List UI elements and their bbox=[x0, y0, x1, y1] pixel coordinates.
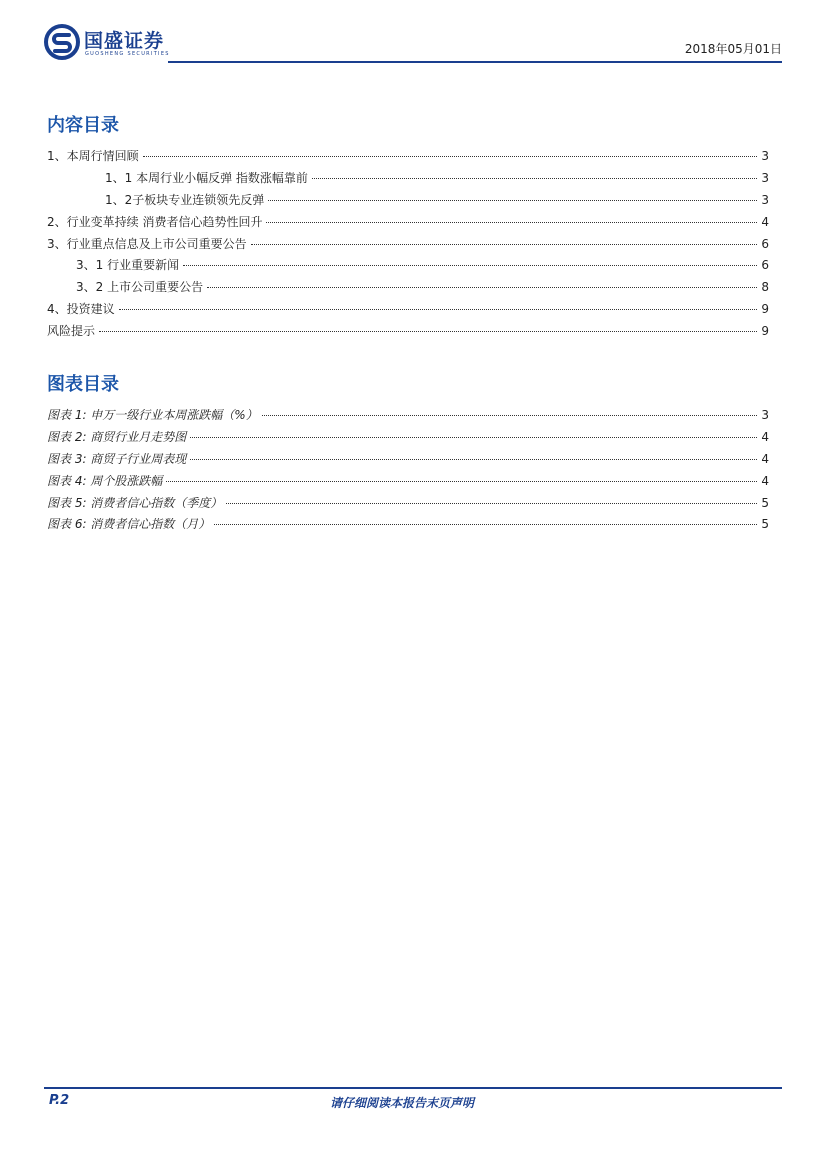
toc-entry-page: 9 bbox=[761, 302, 769, 317]
toc-entry-label: 3、1 行业重要新闻 bbox=[76, 258, 180, 273]
figures-title: 图表目录 bbox=[47, 374, 119, 395]
leader-dots bbox=[99, 331, 757, 332]
leader-dots bbox=[183, 265, 757, 266]
toc-entry[interactable] bbox=[47, 146, 769, 168]
toc-entry-label: 1、2子板块专业连锁领先反弹 bbox=[105, 192, 265, 207]
leader-dots bbox=[266, 222, 757, 223]
company-name: 国盛证券 bbox=[84, 30, 165, 52]
toc-entry-page: 6 bbox=[761, 258, 769, 273]
table-of-contents bbox=[47, 146, 769, 343]
figure-entry-page: 5 bbox=[761, 517, 769, 532]
toc-entry[interactable] bbox=[47, 190, 769, 212]
leader-dots bbox=[262, 415, 758, 416]
footer-disclaimer: 请仔细阅读本报告末页声明 bbox=[330, 1096, 475, 1110]
toc-entry-page: 4 bbox=[761, 214, 769, 229]
toc-entry[interactable] bbox=[47, 299, 769, 321]
footer-divider bbox=[44, 1087, 782, 1089]
leader-dots bbox=[190, 437, 757, 438]
header-divider bbox=[168, 61, 782, 63]
leader-dots bbox=[119, 309, 758, 310]
toc-entry[interactable] bbox=[47, 234, 769, 256]
toc-entry[interactable] bbox=[47, 277, 769, 299]
page-number: P.2 bbox=[49, 1093, 70, 1108]
toc-entry[interactable] bbox=[47, 255, 769, 277]
toc-entry-page: 8 bbox=[761, 280, 769, 295]
company-name-en: GUOSHENG SECURITIES bbox=[85, 51, 170, 57]
figure-entry-page: 4 bbox=[761, 451, 769, 466]
figure-entry-label: 图表 4: 周个股涨跌幅 bbox=[47, 473, 163, 488]
figure-entry-label: 图表 3: 商贸子行业周表现 bbox=[47, 451, 187, 466]
toc-entry-label: 1、1 本周行业小幅反弹 指数涨幅靠前 bbox=[105, 170, 308, 185]
list-of-figures bbox=[47, 405, 769, 536]
toc-entry-label: 2、行业变革持续 消费者信心趋势性回升 bbox=[47, 214, 263, 229]
toc-entry-label: 4、投资建议 bbox=[47, 302, 115, 317]
report-date: 2018年05月01日 bbox=[684, 42, 782, 56]
figure-entry-label: 图表 6: 消费者信心指数（月） bbox=[47, 517, 211, 532]
figure-entry-page: 4 bbox=[761, 429, 769, 444]
figure-entry-label: 图表 2: 商贸行业月走势图 bbox=[47, 429, 187, 444]
figure-entry-page: 4 bbox=[761, 473, 769, 488]
toc-entry-page: 3 bbox=[761, 170, 769, 185]
toc-entry-label: 1、本周行情回顾 bbox=[47, 149, 139, 163]
leader-dots bbox=[190, 459, 757, 460]
figure-entry-page: 3 bbox=[761, 408, 769, 422]
leader-dots bbox=[207, 287, 757, 288]
toc-entry-page: 6 bbox=[761, 236, 769, 251]
toc-entry-label: 风险提示 bbox=[47, 324, 96, 339]
toc-entry[interactable] bbox=[47, 321, 769, 343]
toc-title: 内容目录 bbox=[47, 115, 119, 136]
leader-dots bbox=[268, 200, 757, 201]
toc-entry-page: 3 bbox=[761, 192, 769, 207]
toc-entry-label: 3、行业重点信息及上市公司重要公告 bbox=[47, 236, 247, 251]
leader-dots bbox=[166, 481, 757, 482]
leader-dots bbox=[312, 178, 757, 179]
figure-entry-page: 5 bbox=[761, 495, 769, 510]
leader-dots bbox=[143, 156, 758, 157]
toc-entry[interactable] bbox=[47, 168, 769, 190]
figure-entry-label: 图表 5: 消费者信心指数（季度） bbox=[47, 495, 223, 510]
figure-entry[interactable] bbox=[47, 449, 769, 471]
figure-entry[interactable] bbox=[47, 493, 769, 515]
page-header bbox=[44, 22, 782, 62]
leader-dots bbox=[251, 244, 758, 245]
toc-entry[interactable] bbox=[47, 212, 769, 234]
toc-entry-page: 3 bbox=[761, 149, 769, 163]
leader-dots bbox=[226, 503, 757, 504]
figure-entry[interactable] bbox=[47, 427, 769, 449]
toc-entry-label: 3、2 上市公司重要公告 bbox=[76, 280, 204, 295]
toc-entry-page: 9 bbox=[761, 324, 769, 339]
figure-entry-label: 图表 1: 申万一级行业本周涨跌幅（%） bbox=[47, 408, 258, 422]
leader-dots bbox=[214, 524, 757, 525]
logo-icon bbox=[44, 24, 80, 60]
figure-entry[interactable] bbox=[47, 471, 769, 493]
figure-entry[interactable] bbox=[47, 514, 769, 536]
figure-entry[interactable] bbox=[47, 405, 769, 427]
